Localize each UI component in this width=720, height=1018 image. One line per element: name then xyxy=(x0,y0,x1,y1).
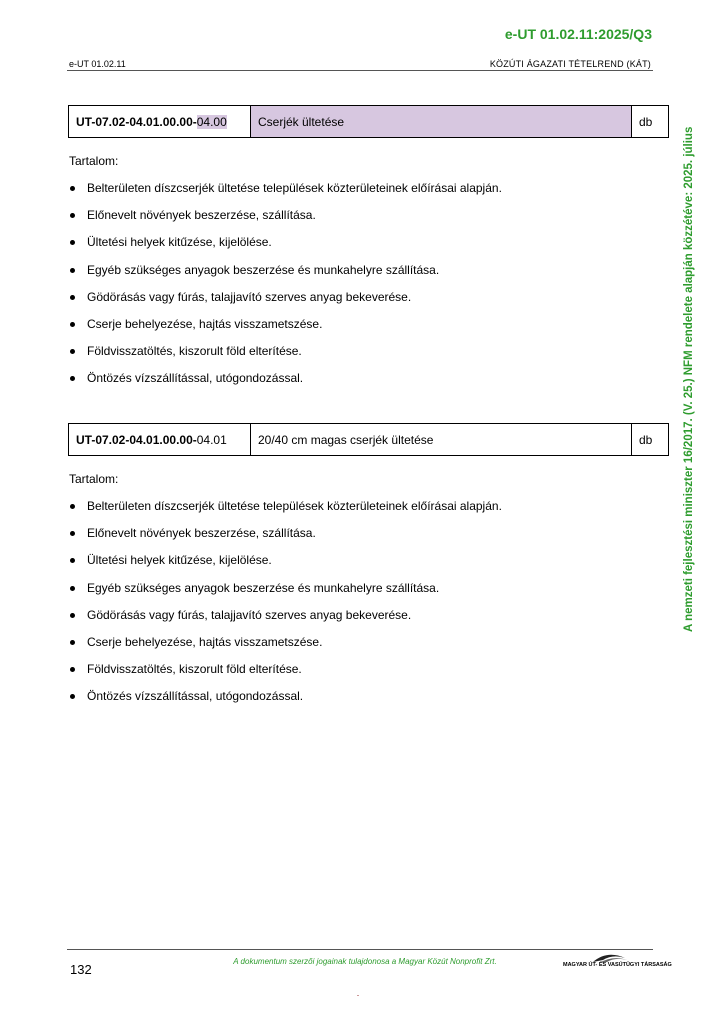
list-item: Öntözés vízszállítással, utógondozással. xyxy=(69,371,502,398)
item-unit: db xyxy=(639,432,653,447)
bullet-dot-icon xyxy=(70,376,75,381)
list-item: Gödörásás vagy fúrás, talajjavító szerves anyag bekeverése. xyxy=(69,290,502,317)
item-2-bullet-list xyxy=(69,499,502,717)
item-code-prefix: UT-07.02-04.01.00.00- xyxy=(76,114,197,129)
item-table-1 xyxy=(68,105,669,138)
bullet-dot-icon xyxy=(70,213,75,218)
list-item: Ültetési helyek kitűzése, kijelölése. xyxy=(69,235,502,262)
company-logo xyxy=(563,951,672,971)
item-code-cell xyxy=(69,424,251,455)
item-unit-cell xyxy=(632,106,668,137)
list-item: Öntözés vízszállítással, utógondozással. xyxy=(69,689,502,716)
list-item: Belterületen díszcserjék ültetése települések közterületeinek előírásai alapján. xyxy=(69,499,502,526)
bullet-dot-icon xyxy=(70,240,75,245)
bullet-dot-icon xyxy=(70,586,75,591)
item-name: 20/40 cm magas cserjék ültetése xyxy=(258,432,434,447)
header-left-code: e-UT 01.02.11 xyxy=(69,59,126,69)
bullet-dot-icon xyxy=(70,504,75,509)
item-code-prefix: UT-07.02-04.01.00.00- xyxy=(76,432,197,447)
header-right-title: KÖZÚTI ÁGAZATI TÉTELREND (KÁT) xyxy=(489,59,651,69)
bullet-dot-icon xyxy=(70,186,75,191)
bullet-dot-icon xyxy=(70,694,75,699)
list-item: Egyéb szükséges anyagok beszerzése és munkahelyre szállítása. xyxy=(69,581,502,608)
list-item: Cserje behelyezése, hajtás visszametszése. xyxy=(69,635,502,662)
list-item: Egyéb szükséges anyagok beszerzése és munkahelyre szállítása. xyxy=(69,263,502,290)
item-code-suffix: 04.00 xyxy=(196,114,227,129)
item-code-suffix: 04.01 xyxy=(196,432,227,447)
item-name-cell xyxy=(251,106,632,137)
bullet-dot-icon xyxy=(70,268,75,273)
bullet-dot-icon xyxy=(70,531,75,536)
list-item: Előnevelt növények beszerzése, szállítása. xyxy=(69,208,502,235)
bullet-dot-icon xyxy=(70,558,75,563)
copyright-note: A dokumentum szerzői jogainak tulajdonosa a Magyar Közút Nonprofit Zrt. xyxy=(233,957,497,966)
tartalom-label: Tartalom: xyxy=(69,472,119,486)
list-item: Belterületen díszcserjék ültetése települések közterületeinek előírásai alapján. xyxy=(69,181,502,208)
item-name: Cserjék ültetése xyxy=(258,114,345,129)
list-item: Földvisszatöltés, kiszorult föld elterítése. xyxy=(69,662,502,689)
list-item: Ültetési helyek kitűzése, kijelölése. xyxy=(69,553,502,580)
item-1-bullet-list xyxy=(69,181,502,399)
footer-divider xyxy=(67,949,653,950)
bullet-dot-icon xyxy=(70,667,75,672)
bullet-dot-icon xyxy=(70,640,75,645)
item-unit-cell xyxy=(632,424,668,455)
item-unit: db xyxy=(639,114,653,129)
item-name-cell xyxy=(251,424,632,455)
tartalom-label: Tartalom: xyxy=(69,154,119,168)
publication-side-note: A nemzeti fejlesztési miniszter 16/2017. (V. 25.) NFM rendelete alapján közzétéve: 2025. július xyxy=(683,126,695,632)
bullet-dot-icon xyxy=(70,349,75,354)
logo-text: MAGYAR ÚT- ÉS VASÚTÜGYI TÁRSASÁG xyxy=(563,962,672,968)
item-table-2 xyxy=(68,423,669,456)
item-code-cell xyxy=(69,106,251,137)
document-code: e-UT 01.02.11:2025/Q3 xyxy=(504,26,652,42)
bullet-dot-icon xyxy=(70,613,75,618)
list-item: Cserje behelyezése, hajtás visszametszése. xyxy=(69,317,502,344)
list-item: Gödörásás vagy fúrás, talajjavító szerves anyag bekeverése. xyxy=(69,608,502,635)
bullet-dot-icon xyxy=(70,295,75,300)
page-mark xyxy=(357,995,359,996)
page-number: 132 xyxy=(70,962,92,977)
list-item: Földvisszatöltés, kiszorult föld elterítése. xyxy=(69,344,502,371)
bullet-dot-icon xyxy=(70,322,75,327)
list-item: Előnevelt növények beszerzése, szállítása. xyxy=(69,526,502,553)
header-divider xyxy=(67,70,653,71)
